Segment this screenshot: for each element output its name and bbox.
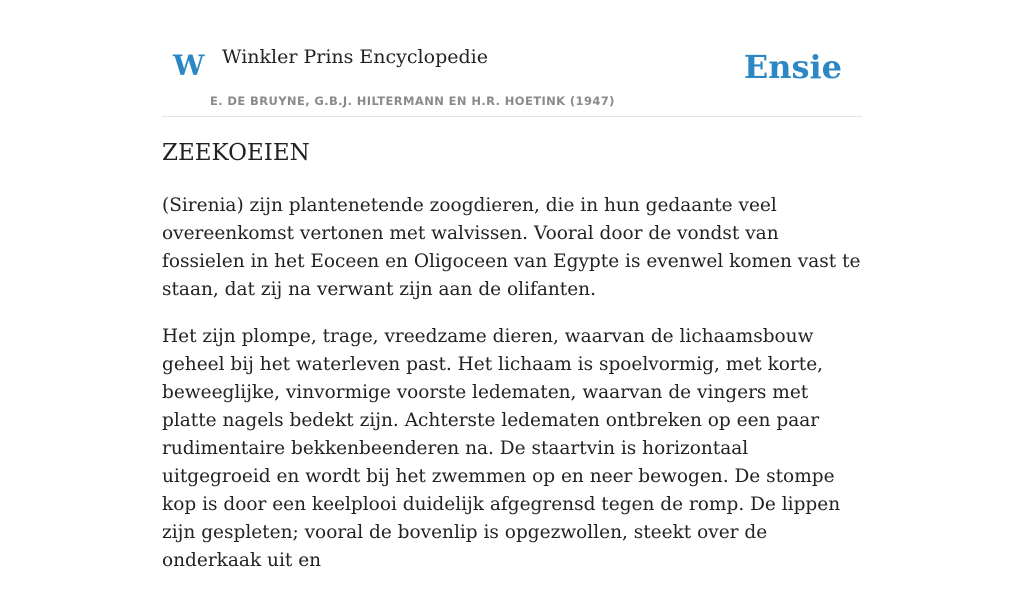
article-body bbox=[162, 192, 862, 594]
article-paragraph: (Sirenia) zijn plantenetende zoogdieren, die in hun gedaante veel overeenkomst vertonen met walvissen. Vooral door de vondst van fossielen in het Eoceen en Oligoceen van Egypte is evenwel komen vast te staan, dat zij na verwant zijn aan de olifanten. bbox=[162, 195, 861, 300]
article-paragraph: Het zijn plompe, trage, vreedzame dieren, waarvan de lichaamsbouw geheel bij het waterleven past. Het lichaam is spoelvormig, met korte, beweeglijke, vinvormige voorste ledematen, waarvan de vingers met platte nagels bedekt zijn. Achterste ledematen ontbreken op een paar rudimentaire bekkenbeenderen na. De staartvin is horizontaal uitgegroeid en wordt bij het zwemmen op en neer bewogen. De stompe kop is door een keelplooi duidelijk afgegrensd tegen de romp. De lippen zijn gespleten; vooral de bovenlip is opgezwollen, steekt over de onderkaak uit en bbox=[162, 326, 841, 571]
authors-line: E. DE BRUYNE, G.B.J. HILTERMANN EN H.R. HOETINK (1947) bbox=[210, 94, 615, 108]
article-title: ZEEKOEIEN bbox=[162, 140, 310, 166]
header bbox=[162, 40, 862, 117]
publication-title[interactable]: Winkler Prins Encyclopedie bbox=[222, 46, 488, 68]
winkler-prins-logo[interactable]: W bbox=[173, 49, 205, 82]
ensie-logo[interactable]: Ensie bbox=[743, 48, 842, 86]
